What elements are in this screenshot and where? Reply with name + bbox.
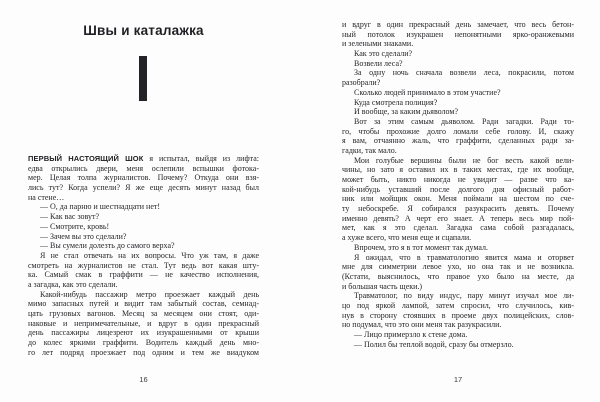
- text-line: — Зачем вы это сделали?: [40, 231, 127, 241]
- text-line: цать грузовых вагонов. Месяц за месяцем они стоят, оди-: [28, 309, 259, 318]
- text-line: на стене…: [28, 192, 65, 202]
- text-line: Я ожидал, что в травматологию явится мама и оторвет: [354, 252, 574, 262]
- text-line: Я не стал отвечать на их вопросы. Что уж там, я даже: [40, 250, 259, 260]
- text-line: и большая часть щеки.): [342, 281, 423, 291]
- text-line: — Смотрите, кровь!: [40, 221, 110, 231]
- text-line: Травматолог, по виду индус, пару минут изучал мое ли-: [354, 291, 574, 301]
- text-line: мер. Целая толпа журналистов. Почему? Откуда они взя-: [28, 173, 259, 183]
- text-line: Какой-нибудь пассажир метро проезжает каждый день: [40, 289, 259, 299]
- text-line: но подумал, что это они меня так разукрасили.: [342, 320, 502, 330]
- text-line: я вам, отчаянно жаль, что граффити, сделанных ради за-: [342, 136, 574, 146]
- text-line: Вот за этим самым дьяволом. Ради загадки. Ради то-: [354, 116, 574, 126]
- text-line: может быть, никто никогда не увидит — разве что ка-: [342, 175, 574, 184]
- text-line: — О, да парню и шестнадцати нет!: [40, 202, 161, 212]
- text-line: мимо запасных путей и видит там забытый состав, семнад-: [28, 299, 259, 309]
- text-line: цо под яркой лампой, затем спросил, что случилось, кив-: [342, 300, 574, 310]
- text-line: наковые и непримечательные, и вдруг в один прекрасный: [28, 318, 259, 328]
- bold-run-in: ПЕРВЫЙ НАСТОЯЩИЙ ШОК: [28, 154, 144, 163]
- text-line: мне для симметрии левое ухо, но она так и не возникла.: [342, 262, 574, 272]
- text-line: (Кстати, выяснилось, что правое ухо было на месте, да: [342, 271, 574, 281]
- text-line: ПЕРВЫЙ НАСТОЯЩИЙ ШОК я испытал, выйдя из лифта:: [28, 154, 259, 163]
- text-line: а загадка, как это сделали.: [28, 279, 118, 289]
- text-line: чины, но зато я оставил их в таких местах, где их вообще,: [342, 165, 574, 175]
- text-line: и вдруг в один прекрасный день замечает, что весь бетон-: [342, 20, 574, 29]
- text-line: а хуже всего, что меня еще и сцапали.: [342, 233, 472, 243]
- left-page-text: [28, 154, 259, 357]
- text-line: — Полил бы теплой водой, сразу бы отмерзло.: [354, 339, 514, 349]
- text-line: Куда смотрела полиция?: [354, 97, 438, 107]
- text-line: именно девять? А черт его знает. А теперь весь мир пой-: [342, 213, 574, 223]
- text-line: И вообще, за каким дьяволом?: [354, 107, 459, 117]
- chapter-heading: Швы и каталажка: [83, 23, 204, 38]
- text-line: го, чтобы прохожие долго ломали себе голову. И, скажу: [342, 126, 574, 136]
- text-line: — Вы сумели долезть до самого верха?: [40, 241, 175, 251]
- text-line: Как это сделали?: [354, 49, 413, 59]
- text-line: лись тут? Когда успели? Я же еще десять минут назад был: [28, 183, 259, 193]
- text-line: мет, как я это сделал. Загадка сама собой разгадалась,: [342, 223, 574, 233]
- text-line: Сколько людей принимало в этом участие?: [354, 87, 501, 97]
- page-number-left: 16: [139, 375, 148, 384]
- chapter-marker-bar: [139, 56, 147, 101]
- text-line: гадки, так мало.: [342, 145, 397, 155]
- text-line: ка. Самый смак в граффити — не качество исполнения,: [28, 270, 259, 280]
- text-line: го лет подряд проезжает под одним и тем же виадуком: [28, 347, 259, 357]
- text-line: и зелеными знаками.: [342, 39, 414, 49]
- page-number-right: 17: [453, 375, 463, 384]
- text-line: За одну ночь сначала возвели леса, покрасили, потом: [354, 68, 574, 78]
- text-line: Впрочем, это я в тот момент так думал.: [354, 242, 489, 252]
- text-line: кой-нибудь уставший после долгого дня офисный работ-: [342, 184, 574, 194]
- text-line: нув в сторону стоявших в проеме двух полицейских, слов-: [342, 310, 574, 320]
- text-line: — Как вас зовут?: [40, 212, 100, 222]
- text-line: — Лицо примерзло к стене дома.: [354, 330, 468, 339]
- text-line: ник или мойщик окон. Меня поймали на шестом по сче-: [342, 194, 574, 204]
- text-line: разобрали?: [342, 78, 381, 88]
- text-line: Мои голубые вершины были не бог весть какой вели-: [354, 155, 574, 165]
- text-line: Возвели леса?: [354, 58, 403, 68]
- text-line: ный потолок изукрашен непонятными ярко-оранжевыми: [342, 29, 574, 39]
- right-page-text: [342, 20, 574, 349]
- text-line: смотреть на журналистов не стал. Тут ведь вот какая шту-: [28, 260, 259, 270]
- text-line: ту небоскребе. Я собирался разукрасить девять. Почему: [342, 204, 574, 214]
- text-line: день пассажиры лицезреют их изукрашенными от крыши: [28, 328, 259, 338]
- text-line: до колес яркими граффити. Водитель каждый день мно-: [28, 338, 259, 348]
- text-line: едва открылись двери, меня ослепили вспышки фотока-: [28, 163, 259, 173]
